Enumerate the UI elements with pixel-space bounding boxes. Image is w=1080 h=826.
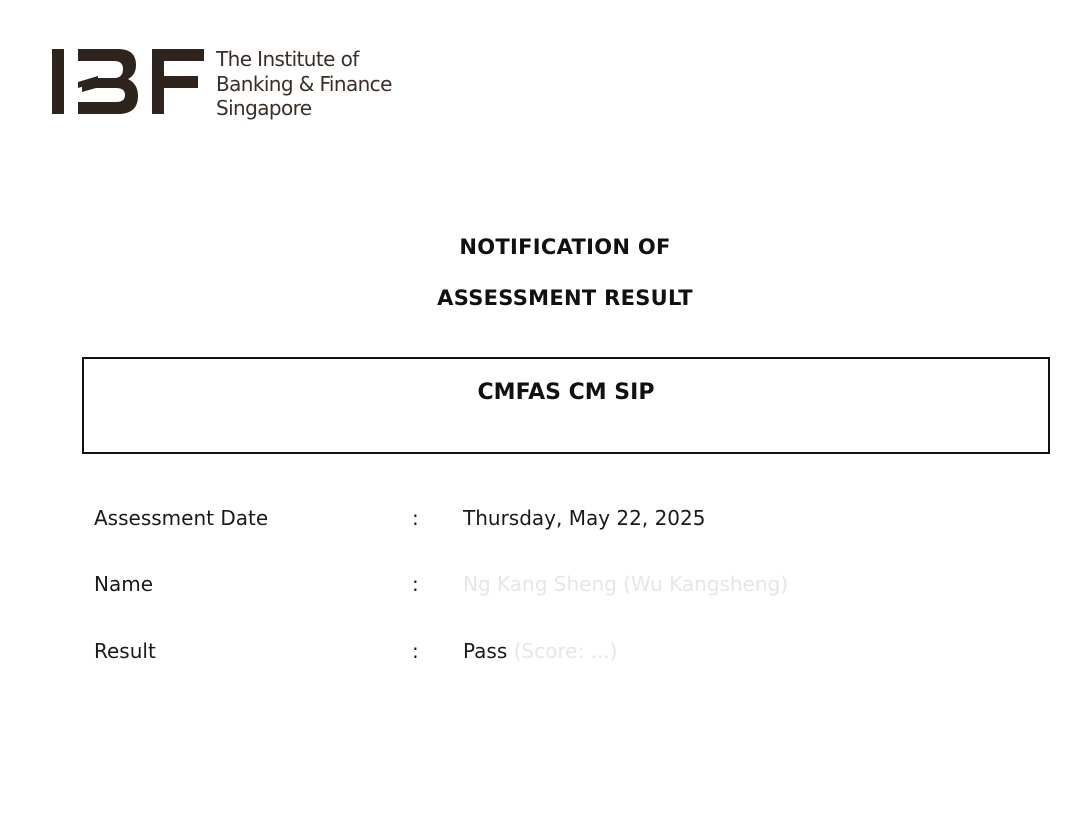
ibf-logo-mark-icon [52, 46, 204, 116]
org-name [216, 47, 392, 121]
field-value [463, 639, 617, 663]
org-name-line: Banking & Finance [216, 71, 392, 96]
result-value: Pass [463, 639, 508, 663]
field-label: Name [94, 572, 154, 596]
org-name-line: Singapore [216, 96, 312, 120]
exam-name: CMFAS CM SIP [477, 380, 655, 405]
field-separator: : [412, 639, 419, 663]
field-value-redacted: Ng Kang Sheng (Wu Kangsheng) [463, 572, 789, 596]
field-value: Thursday, May 22, 2025 [463, 506, 706, 530]
score-redacted: (Score: ...) [507, 639, 618, 663]
field-separator: : [412, 572, 419, 596]
document-title-line1: NOTIFICATION OF [459, 235, 671, 259]
field-label: Assessment Date [94, 506, 269, 530]
org-name-line: The Institute of [216, 47, 359, 71]
document-title-line2: ASSESSMENT RESULT [437, 286, 693, 310]
field-label: Result [94, 639, 156, 663]
exam-name-box [82, 357, 1050, 454]
ibf-logo [52, 46, 392, 121]
field-separator: : [412, 506, 419, 530]
